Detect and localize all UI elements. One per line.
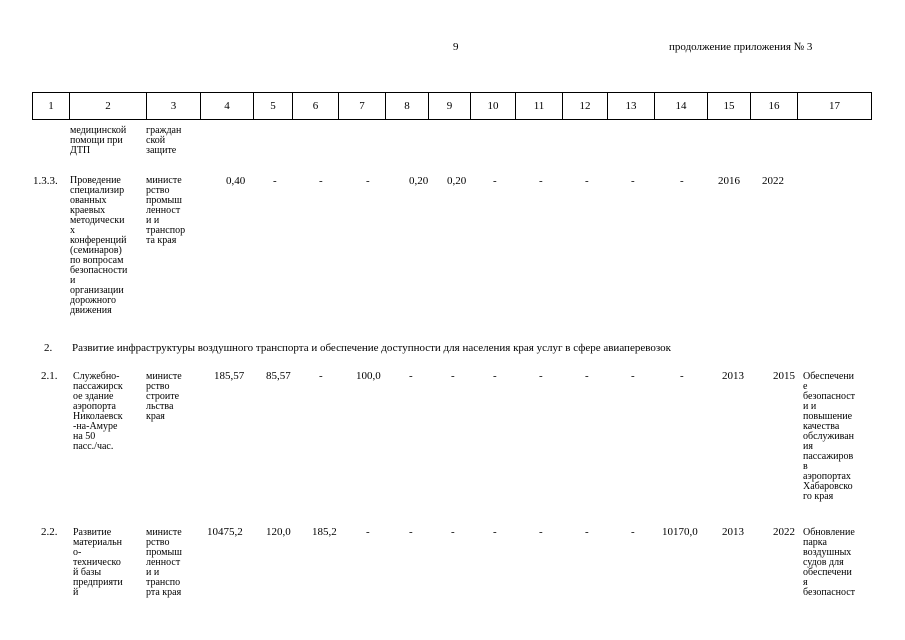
column-header-14: 14	[655, 93, 708, 120]
result-line: Обеспечени	[803, 371, 855, 382]
executor-line: промыш	[146, 195, 182, 206]
column-header-row	[33, 93, 872, 120]
carryover-col3-line: защите	[146, 145, 177, 156]
executor-line: края	[146, 411, 165, 422]
row-2-2-col15: 2013	[722, 526, 744, 538]
row-1-3-3-col14: -	[680, 175, 684, 187]
executor-line: министе	[146, 527, 182, 538]
column-header-10: 10	[471, 93, 516, 120]
row-2-1-col9: -	[451, 370, 455, 382]
row-2-1-executor	[146, 372, 182, 422]
executor-line: транспор	[146, 225, 186, 236]
row-2-2-col11: -	[539, 526, 543, 538]
row-2-2-col4: 10475,2	[207, 526, 243, 538]
description-line: аэропорта	[73, 401, 116, 412]
result-line: повышение	[803, 411, 853, 422]
description-line: пассажирск	[73, 381, 123, 392]
description-line: Служебно-	[73, 371, 120, 382]
row-2-2-col8: -	[409, 526, 413, 538]
description-line: -на-Амуре	[73, 421, 118, 432]
row-2-1-col15: 2013	[722, 370, 744, 382]
row-1-3-3-col12: -	[585, 175, 589, 187]
column-header-16: 16	[751, 93, 798, 120]
row-2-1-col6: -	[319, 370, 323, 382]
row-2-1-col4: 185,57	[214, 370, 245, 382]
column-header-7: 7	[339, 93, 386, 120]
executor-line: рство	[146, 185, 170, 196]
column-header-1: 1	[33, 93, 70, 120]
result-line: качества	[803, 421, 840, 432]
description-line: й базы	[73, 567, 102, 578]
description-line: материальн	[73, 537, 123, 548]
row-1-3-3-executor	[146, 176, 185, 246]
column-header-17: 17	[798, 93, 872, 120]
description-line: о-	[73, 547, 82, 558]
result-line: е	[803, 381, 808, 392]
result-line: безопасност	[803, 587, 856, 598]
result-line: судов для	[803, 557, 844, 568]
row-1-3-3-col7: -	[366, 175, 370, 187]
row-2-2-executor	[146, 528, 182, 598]
column-header-3: 3	[147, 93, 201, 120]
description-line: ованных	[70, 195, 107, 206]
carryover-col2-line: помощи при	[70, 135, 123, 146]
description-line: безопасности	[70, 265, 128, 276]
section-2-number: 2.	[44, 342, 53, 354]
description-line: по вопросам	[70, 255, 124, 266]
description-line: на 50	[73, 431, 96, 442]
description-line: предприяти	[73, 577, 123, 588]
description-line: дорожного	[70, 295, 116, 306]
executor-line: ленност	[146, 557, 181, 568]
result-line: я	[803, 577, 808, 588]
row-2-2-col9: -	[451, 526, 455, 538]
result-line: го края	[803, 491, 834, 502]
result-line: ия	[803, 441, 813, 452]
carryover-col2-line: ДТП	[70, 145, 91, 156]
result-line: аэропортах	[803, 471, 851, 482]
description-line: движения	[70, 305, 112, 316]
executor-line: ленност	[146, 205, 181, 216]
executor-line: министе	[146, 175, 182, 186]
result-line: пассажиров	[803, 451, 854, 462]
row-2-2-col10: -	[493, 526, 497, 538]
row-2-2-col13: -	[631, 526, 635, 538]
row-2-2-col7: -	[366, 526, 370, 538]
section-2-title: Развитие инфраструктуры воздушного транспорта и обеспечение доступности для населения края услуг в сфере авиаперевозок	[72, 342, 671, 354]
row-2-1-number: 2.1.	[41, 370, 58, 382]
page-number: 9	[453, 41, 459, 53]
row-2-1-col14: -	[680, 370, 684, 382]
carryover-col3-line: ской	[146, 135, 166, 146]
column-header-8: 8	[386, 93, 429, 120]
result-line: парка	[803, 537, 827, 548]
result-line: безопасност	[803, 391, 856, 402]
carryover-col2-line: медицинской	[70, 125, 127, 136]
executor-line: и и	[146, 215, 160, 226]
row-1-3-3-col16: 2022	[762, 175, 784, 187]
row-2-1-col11: -	[539, 370, 543, 382]
continuation-label: продолжение приложения № 3	[669, 41, 813, 53]
description-line: Развитие	[73, 527, 112, 538]
description-line: (семинаров)	[70, 245, 122, 256]
row-1-3-3-col4: 0,40	[226, 175, 246, 187]
description-line: й	[73, 587, 79, 598]
row-2-2-result	[803, 528, 855, 598]
description-line: техническо	[73, 557, 121, 568]
description-line: Николаевск	[73, 411, 123, 422]
column-header-2: 2	[70, 93, 147, 120]
row-2-1-col10: -	[493, 370, 497, 382]
description-line: Проведение	[70, 175, 121, 186]
row-1-3-3-col13: -	[631, 175, 635, 187]
row-2-1-col7: 100,0	[356, 370, 381, 382]
result-line: обслуживан	[803, 431, 855, 442]
description-line: конференций	[70, 235, 127, 246]
column-header-12: 12	[563, 93, 608, 120]
result-line: воздушных	[803, 547, 852, 558]
column-header-5: 5	[254, 93, 293, 120]
carryover-col3-line: граждан	[146, 125, 182, 136]
description-line: ое здание	[73, 391, 114, 402]
row-2-1-col5: 85,57	[266, 370, 291, 382]
executor-line: рство	[146, 537, 170, 548]
row-1-3-3-col9: 0,20	[447, 175, 467, 187]
executor-line: строите	[146, 391, 180, 402]
executor-line: та края	[146, 235, 177, 246]
result-line: и и	[803, 401, 817, 412]
column-header-11: 11	[516, 93, 563, 120]
executor-line: рство	[146, 381, 170, 392]
row-2-1-col13: -	[631, 370, 635, 382]
row-1-3-3-col10: -	[493, 175, 497, 187]
description-line: методически	[70, 215, 125, 226]
executor-line: рта края	[146, 587, 182, 598]
carryover-col2	[70, 126, 126, 156]
row-1-3-3-col5: -	[273, 175, 277, 187]
row-2-2-col5: 120,0	[266, 526, 291, 538]
executor-line: льства	[146, 401, 174, 412]
row-2-1-col8: -	[409, 370, 413, 382]
row-2-2-col16: 2022	[773, 526, 795, 538]
executor-line: и и	[146, 567, 160, 578]
description-line: пасс./час.	[73, 441, 114, 452]
column-header-15: 15	[708, 93, 751, 120]
result-line: обеспечени	[803, 567, 852, 578]
column-header-table	[32, 92, 872, 120]
result-line: Обновление	[803, 527, 855, 538]
row-2-1-col12: -	[585, 370, 589, 382]
description-line: х	[70, 225, 75, 236]
executor-line: транспо	[146, 577, 181, 588]
row-2-2-col14: 10170,0	[662, 526, 698, 538]
carryover-col3	[146, 126, 181, 156]
result-line: в	[803, 461, 808, 472]
description-line: специализир	[70, 185, 125, 196]
description-line: краевых	[70, 205, 106, 216]
description-line: и	[70, 275, 76, 286]
row-2-1-result	[803, 372, 855, 502]
row-2-2-description	[73, 528, 123, 598]
row-1-3-3-col15: 2016	[718, 175, 740, 187]
column-header-6: 6	[293, 93, 339, 120]
column-header-4: 4	[201, 93, 254, 120]
row-2-1-col16: 2015	[773, 370, 795, 382]
row-1-3-3-col6: -	[319, 175, 323, 187]
column-header-9: 9	[429, 93, 471, 120]
executor-line: министе	[146, 371, 182, 382]
row-1-3-3-col11: -	[539, 175, 543, 187]
row-1-3-3-number: 1.3.3.	[33, 175, 58, 187]
row-1-3-3-description	[70, 176, 127, 316]
row-2-1-description	[73, 372, 123, 452]
row-1-3-3-col8: 0,20	[409, 175, 429, 187]
description-line: организации	[70, 285, 124, 296]
result-line: Хабаровско	[803, 481, 853, 492]
row-2-2-col12: -	[585, 526, 589, 538]
column-header-13: 13	[608, 93, 655, 120]
row-2-2-number: 2.2.	[41, 526, 58, 538]
executor-line: промыш	[146, 547, 182, 558]
row-2-2-col6: 185,2	[312, 526, 337, 538]
